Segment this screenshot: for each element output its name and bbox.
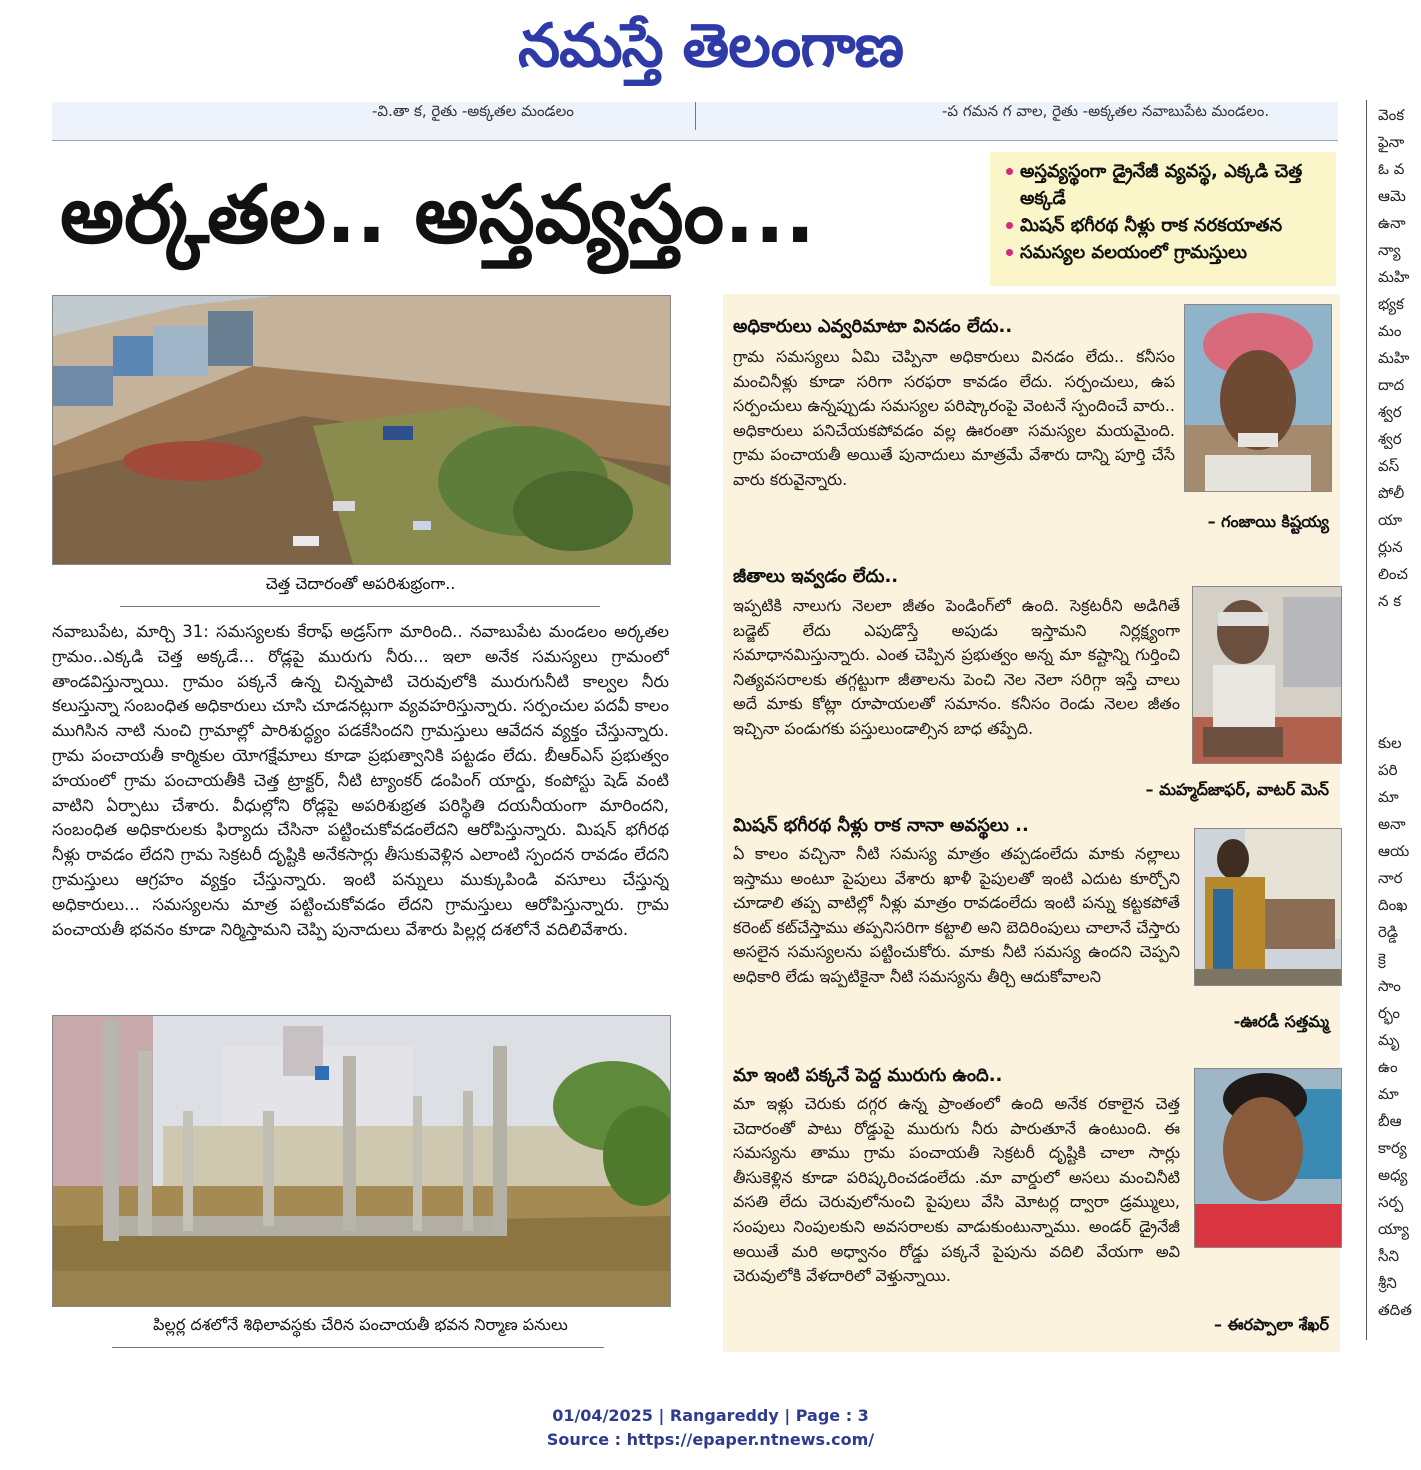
- source-link[interactable]: Source : https://epaper.ntnews.com/: [546, 1430, 875, 1449]
- article-headline: అర్కతల.. అస్తవ్యస్తం...: [60, 168, 816, 261]
- adjacent-column-line: పరి: [1378, 761, 1398, 779]
- adjacent-column-line: దాద: [1378, 376, 1405, 394]
- adjacent-column-line: క్రె: [1378, 950, 1386, 968]
- adjacent-column-line: అనా: [1378, 815, 1406, 833]
- adjacent-column-line: వస్: [1378, 457, 1400, 475]
- adjacent-column-line: తదిత: [1378, 1301, 1412, 1319]
- strip-text-right: -ప గమన గ వాల, రైతు -అక్కతల నవాబుపేట మండలం.: [942, 102, 1270, 120]
- highlights-box: [990, 152, 1336, 286]
- adjacent-column-line: మహి: [1378, 268, 1410, 286]
- quote2-text: ఇప్పటికి నాలుగు నెలలా జీతం పెండింగ్‌లో ఉంది. సెక్రటరీని అడిగితే బడ్జెట్ లేదు ఎపుడొస్తే అపుడు ఇస్తామని నిర్లక్ష్యంగా సమాధానమిస్తున్నారు. ఎంత చెప్పిన ప్రభుత్వం అన్న మా కష్టాన్ని గుర్తించి నిత్యవసరాలకు తగ్గట్టుగా జీతాలను పెంచి నెల నెలా సరిగ్గా ఇస్తే చాలు అదే మాకు కోట్లా రూపాయలతో సమానం. కనీసం రెండు నెలల జీతం ఇచ్చినా పండుగకు పస్తులుండాల్సిన బాధ తప్పేది.: [733, 596, 1180, 738]
- adjacent-column-line: భ్యక: [1378, 295, 1404, 313]
- garbage-drain-illustration: [53, 296, 670, 564]
- strip-text-left: -వి.తా క, రైతు -అక్కతల మండలం: [372, 102, 574, 120]
- adjacent-column-line: మా: [1378, 1085, 1399, 1103]
- quote1-attribution: – గంజాయి కిష్టయ్య: [1207, 512, 1329, 531]
- quote4-attribution: – ఈరప్పాలా శేఖర్: [1214, 1315, 1329, 1334]
- adjacent-column-bottom: [1378, 730, 1421, 1324]
- quote3-attribution: -ఊరడీ సత్తమ్మ: [1233, 1012, 1329, 1031]
- portrait-earappala-shekar: [1194, 1068, 1342, 1248]
- adjacent-column-line: న క: [1378, 592, 1402, 610]
- strip-divider: [695, 102, 696, 130]
- adjacent-column-line: ర్లున: [1378, 538, 1403, 556]
- panchayat-building-photo: [52, 1015, 671, 1307]
- quote3-text: ఏ కాలం వచ్చినా నీటి సమస్య మాత్రం తప్పడంలేదు మాకు నల్లాలు ఇస్తాము అంటూ పైపులు వేశారు ఖాళీ పైపులతో ఇంటి ఎదుట కూర్చోని చూడాలి తప్ప వాటిల్లో నీళ్లు మాత్రం రావడంలేదు ఇంటి పన్ను కట్టకపోతే కరెంట్ కట్‌చేస్తాము తప్పనిసరిగా కట్టాలి అని బెదిరింపులు చాలానే చేస్తారు అసలైన సమస్యలను పట్టించుకోరు. మాకు నీటి సమస్య ఉందని చెప్పని అధికారి లేడు ఇప్పటికైనా నీటి సమస్యను తీర్చి ఆదుకోవాలని: [733, 844, 1180, 986]
- garbage-drain-photo: [52, 295, 671, 565]
- adjacent-column-line: ఆయ: [1378, 842, 1410, 860]
- adjacent-column-line: లించ: [1378, 565, 1408, 583]
- bullet-icon: [1006, 168, 1013, 175]
- adjacent-column-line: బీఆ: [1378, 1112, 1402, 1130]
- quote2-attribution: – మహ్మద్‌జాఫర్, వాటర్ మెన్: [1145, 780, 1329, 799]
- adjacent-column-line: ర్భం: [1378, 1004, 1400, 1022]
- adjacent-column-line: రెడ్డి: [1378, 923, 1398, 941]
- portrait-gangayi-kishtaiah: [1184, 304, 1332, 492]
- adjacent-column-line: ఉం: [1378, 1058, 1398, 1076]
- portrait-illustration: [1195, 1069, 1341, 1247]
- adjacent-column-line: మం: [1378, 322, 1402, 340]
- adjacent-column-line: న్యా: [1378, 241, 1401, 259]
- bullet-icon: [1006, 249, 1013, 256]
- adjacent-column-line: సాం: [1378, 977, 1401, 995]
- adjacent-column-top: [1378, 102, 1421, 615]
- adjacent-column-line: యా: [1378, 511, 1403, 529]
- quote3-title: మిషన్ భగీరథ నీళ్లు రాక నానా అవస్థలు ..: [733, 815, 1029, 836]
- adjacent-column-line: ఫైనా: [1378, 133, 1405, 151]
- highlight-item: సమస్యల వలయంలో గ్రామస్తులు: [1006, 239, 1336, 266]
- adjacent-column-line: పోలీ: [1378, 484, 1405, 502]
- quote1-text: గ్రామ సమస్యలు ఏమి చెప్పినా అధికారులు వినడం లేదు.. కనీసం మంచినీళ్లు కూడా సరిగా సరఫరా కావడం లేదు. సర్పంచులు, ఉప సర్పంచులు ఉన్నప్పుడు సమస్యల పరిష్కారంపై వెంటనే స్పందించే వారు.. అధికారులు పనిచేయకపోవడం వల్ల ఊరంతా సమస్యల మయమైంది. గ్రామ పంచాయతీ అయితే పునాదులు మాత్రమే వేశారు దాన్ని పూర్తి చేసే వారు కరువైన్నారు.: [733, 347, 1175, 489]
- photo1-caption: చెత్త చెదారంతో అపరిశుభ్రంగా..: [265, 574, 456, 593]
- adjacent-column-line: కార్య: [1378, 1139, 1407, 1157]
- photo2-caption: పిల్లర్ల దశలోనే శిథిలావస్థకు చేరిన పంచాయతీ భవన నిర్మాణ పనులు: [153, 1315, 568, 1334]
- adjacent-column-line: సర్ప: [1378, 1193, 1404, 1211]
- quote4-text: మా ఇళ్లు చెరుకు దగ్గర ఉన్న ప్రాంతంలో ఉంది అనేక రకాలైన చెత్త చెదారంతో పాటు రోడ్డుపై మురుగు నీరు పారుతూనే ఉంటుంది. ఈ సమస్యను తాము గ్రామ పంచాయతీ సెక్రటరీ దృష్టికి చాలా సార్లు తీసుకెళ్లిన కూడా పరిష్కరించడంలేదు .మా వార్డులో అసలు మంచినీటి వసతి లేదు చెరువులోనుంచి పైపులు వేసి మోటర్ల ద్వారా డ్రమ్ములు, సంపులు నింపులకుని అవసరాలకు వాడుకుంటున్నాము. అండర్ డ్రైనేజీ అయితే మరి అధ్వానం రోడ్డు పక్కనే పైపును వదిలి వేయగా అవి చెరువులోకి వేళదారిలో వెళ్తున్నాయి.: [733, 1094, 1180, 1286]
- edition-info: 01/04/2025 | Rangareddy | Page : 3: [552, 1406, 869, 1425]
- portrait-mahmood-jafar: [1192, 586, 1342, 764]
- adjacent-column-line: శ్వర: [1378, 403, 1402, 421]
- adjacent-column-line: శ్వర: [1378, 430, 1402, 448]
- portrait-uradi-sattamma: [1194, 828, 1342, 986]
- adjacent-column-line: దింఖ: [1378, 896, 1408, 914]
- newspaper-masthead: నమస్తే తెలంగాణ: [517, 11, 904, 81]
- previous-article-strip: [52, 102, 1338, 141]
- highlight-item: అస్తవ్యస్థంగా డ్రైనేజీ వ్యవస్థ, ఎక్కడి చెత్త అక్కడే: [1006, 158, 1336, 212]
- adjacent-column-line: ఓ వ: [1378, 160, 1405, 178]
- adjacent-column-line: మా: [1378, 788, 1399, 806]
- caption-rule: [112, 1347, 604, 1348]
- portrait-illustration: [1195, 829, 1341, 985]
- adjacent-column-line: శ్రీని: [1378, 1274, 1397, 1292]
- adjacent-column-line: కుల: [1378, 734, 1402, 752]
- adjacent-column-line: మృ: [1378, 1031, 1400, 1049]
- pillars-illustration: [53, 1016, 670, 1306]
- caption-rule: [120, 606, 600, 607]
- bullet-icon: [1006, 222, 1013, 229]
- adjacent-column-line: నార: [1378, 869, 1403, 887]
- adjacent-column-line: ఆమె: [1378, 187, 1406, 205]
- quote2-title: జీతాలు ఇవ్వడం లేదు..: [733, 566, 899, 587]
- adjacent-column-line: అధ్య: [1378, 1166, 1408, 1184]
- portrait-illustration: [1193, 587, 1341, 763]
- adjacent-column-line: వెంక: [1378, 106, 1405, 124]
- adjacent-column-line: మహి: [1378, 349, 1410, 367]
- quote1-title: అధికారులు ఎవ్వరిమాటా వినడం లేదు..: [733, 316, 1013, 337]
- column-divider: [1366, 100, 1367, 1340]
- article-body: నవాబుపేట, మార్చి 31: సమస్యలకు కేరాఫ్ అడ్రస్‌గా మారింది.. నవాబుపేట మండలం అర్కతల గ్రామం..ఎక్కడి చెత్త అక్కడే... రోడ్లపై మురుగు నీరు... ఇలా అనేక సమస్యలు గ్రామంలో తాండవిస్తున్నాయి. గ్రామం పక్కనే ఉన్న చిన్నపాటి చెరువులోకి మురుగునీటి కాల్వల నీరు కలుస్తున్నా సంబంధిత అధికారులు చూసి చూడనట్లుగా వ్యవహరిస్తున్నారు. సర్పంచుల పదవీ కాలం ముగిసిన నాటి నుంచి గ్రామాల్లో పారిశుద్ధ్యం పడకేసిందని గ్రామస్తులు ఆవేదన వ్యక్తం చేస్తున్నారు. గ్రామ పంచాయతీ కార్మికుల యోగక్షేమాలు కూడా ప్రభుత్వానికి పట్టడం లేదు. బీఆర్ఎస్ ప్రభుత్వం హయంలో గ్రామ పంచాయతీకి చెత్త ట్రాక్టర్, నీటి ట్యాంకర్ డంపింగ్ యార్డు, కంపోస్టు షెడ్ వంటి వాటిని ఏర్పాటు చేశారు. వీధుల్లోని రోడ్లపై అపరిశుభ్రత పరిస్థితి దయనీయంగా మారిందని, సంబంధిత అధికారులకు ఫిర్యాదు చేసినా పట్టించుకోవడంలేదని ఆరోపిస్తున్నారు. మిషన్ భగీరథ నీళ్లు రావడం లేదని గ్రామ సెక్రటరీ దృష్టికి అనేకసార్లు తీసుకువెళ్లిన ఎలాంటి స్పందన రావడం లేదని గ్రామస్తులు ఆగ్రహం వ్యక్తం చేస్తున్నారు. ఇంటి పన్నులు ముక్కుపిండి వసూలు చేస్తున్న అధికారులు... సమస్యలను మాత్ర పట్టించుకోవడం లేదని గ్రామస్తులు ఆరోపిస్తున్నారు. గ్రామ పంచాయతీ భవనం కూడా నిర్మిస్తామని చెప్పి పునాదులు వేశారు పిల్లర్ల దశలోనే వదిలివేశారు.: [52, 622, 669, 939]
- adjacent-column-line: ఉనా: [1378, 214, 1406, 232]
- adjacent-column-line: సీని: [1378, 1247, 1400, 1265]
- quote4-title: మా ఇంటి పక్కనే పెద్ద మురుగు ఉంది..: [733, 1065, 1003, 1086]
- portrait-illustration: [1185, 305, 1331, 491]
- adjacent-column-line: య్యా: [1378, 1220, 1409, 1238]
- highlight-item: మిషన్ భగీరథ నీళ్లు రాక నరకయాతన: [1006, 212, 1336, 239]
